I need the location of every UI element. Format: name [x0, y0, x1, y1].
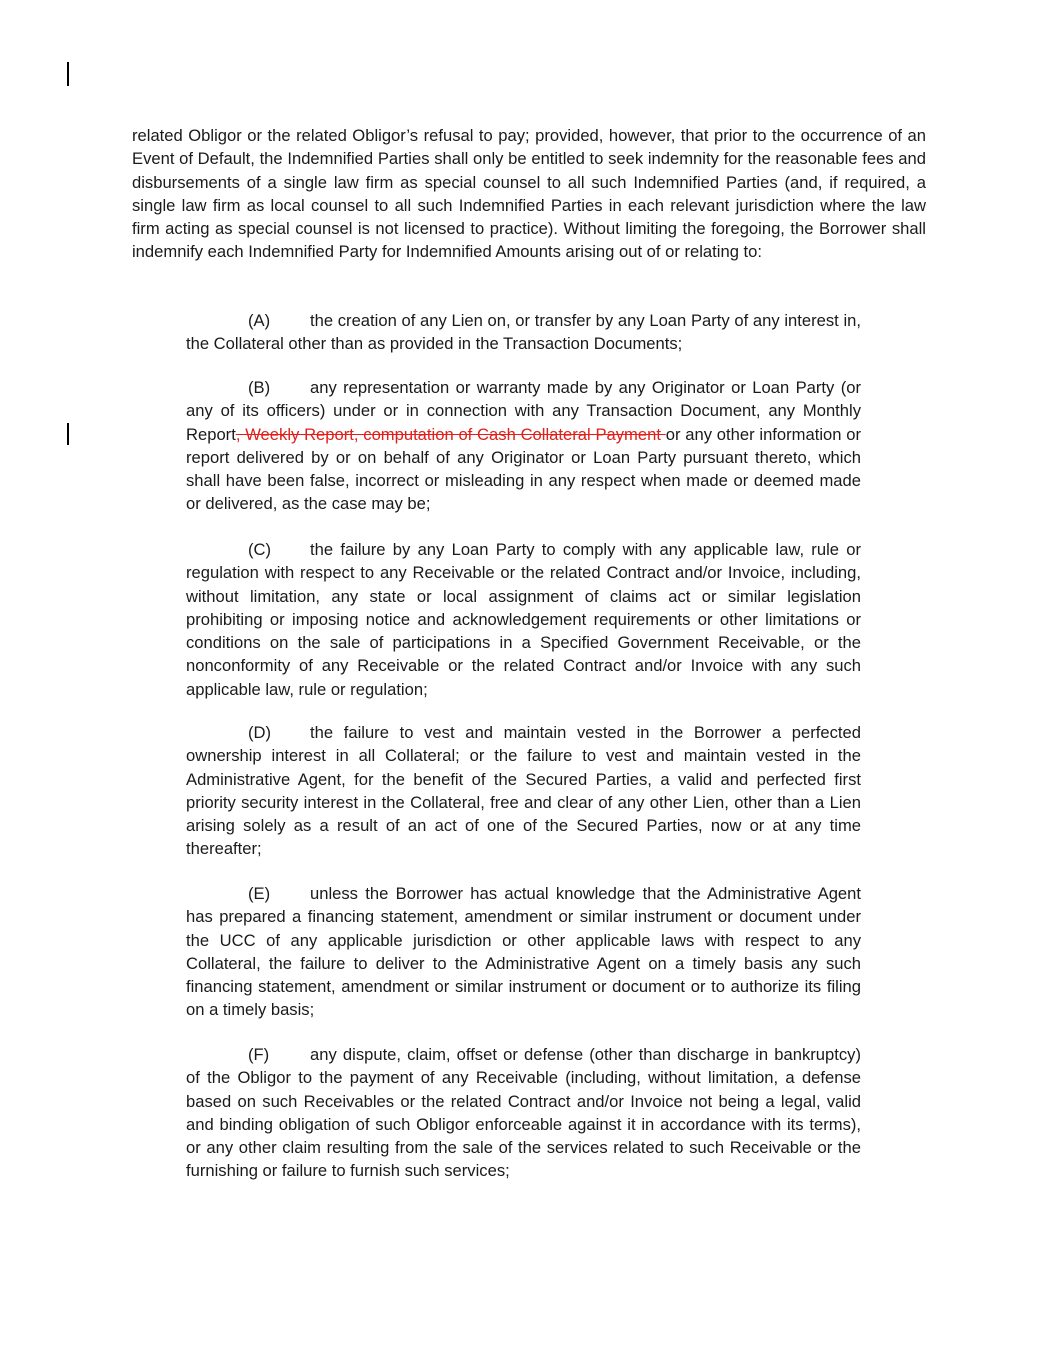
- item-label: (A): [248, 311, 271, 330]
- item-label: (B): [248, 378, 271, 397]
- item-label: (D): [248, 723, 272, 742]
- item-text: unless the Borrower has actual knowledge that the Administrative Agent has prepared a financing statement, amendment or similar instrument or document under the UCC of any applicable jurisdiction or other applicable laws with respect to any Collateral, the failure to deliver to the Administrative Agent on a timely basis any such financing statement, amendment or similar instrument or document or to authorize its filing on a timely basis;: [186, 884, 861, 1020]
- list-item-f: [186, 1043, 861, 1183]
- list-item-a: [186, 309, 861, 356]
- list-item-d: [186, 721, 861, 861]
- list-item-e: [186, 882, 861, 1022]
- item-text-after-deletion: or any other information or report delivered by or on behalf of any Originator or Loan Party pursuant thereto, which shall have been false, incorrect or misleading in any respect when made or deemed made or delivered, as the case may be;: [186, 424, 861, 514]
- item-label: (E): [248, 884, 271, 903]
- intro-paragraph: related Obligor or the related Obligor’s refusal to pay; provided, however, that prior to the occurrence of an Event of Default, the Indemnified Parties shall only be entitled to seek indemnity for the reasonable fees and disbursements of a single law firm as special counsel to all such Indemnified Parties (and, if required, a single law firm as local counsel to all such Indemnified Parties in each relevant jurisdiction where the law firm acting as special counsel is not licensed to practice). Without limiting the foregoing, the Borrower shall indemnify each Indemnified Party for Indemnified Amounts arising out of or relating to:: [132, 126, 926, 262]
- list-item-b: [186, 376, 861, 516]
- item-text: the failure to vest and maintain vested in the Borrower a perfected ownership interest in all Collateral; or the failure to vest and maintain vested in the Administrative Agent, for the benefit of the Secured Parties, a valid and perfected first priority security interest in the Collateral, free and clear of any other Lien, other than a Lien arising solely as a result of an act of one of the Secured Parties, now or at any time thereafter;: [186, 723, 861, 859]
- change-bar-item-b: [67, 423, 69, 445]
- item-text-before-deletion: any representation or warranty made by any Originator or Loan Party (or any of its officers) under or in connection with any Transaction Document, any Monthly Report: [186, 378, 861, 444]
- item-text: the failure by any Loan Party to comply with any applicable law, rule or regulation with respect to any Receivable or the related Contract and/or Invoice, including, without limitation, any state or local assignment of claims act or similar legislation prohibiting or imposing notice and acknowledgement requirements or other limitations or conditions on the sale of participations in a Specified Government Receivable, or the nonconformity of any Receivable or the related Contract and/or Invoice with any such applicable law, rule or regulation;: [186, 540, 861, 699]
- deleted-text: , Weekly Report, computation of Cash Collateral Payment: [235, 424, 666, 444]
- change-bar-top: [67, 62, 69, 86]
- item-text: the creation of any Lien on, or transfer by any Loan Party of any interest in, the Collateral other than as provided in the Transaction Documents;: [186, 311, 861, 354]
- list-item-c: [186, 538, 861, 701]
- item-label: (F): [248, 1045, 270, 1064]
- item-text: any dispute, claim, offset or defense (other than discharge in bankruptcy) of the Obligor to the payment of any Receivable (including, without limitation, a defense based on such Receivables or the related Contract and/or Invoice not being a legal, valid and binding obligation of such Obligor enforceable against it in accordance with its terms), or any other claim resulting from the sale of the services related to such Receivable or the furnishing or failure to furnish such services;: [186, 1045, 861, 1181]
- item-label: (C): [248, 540, 272, 559]
